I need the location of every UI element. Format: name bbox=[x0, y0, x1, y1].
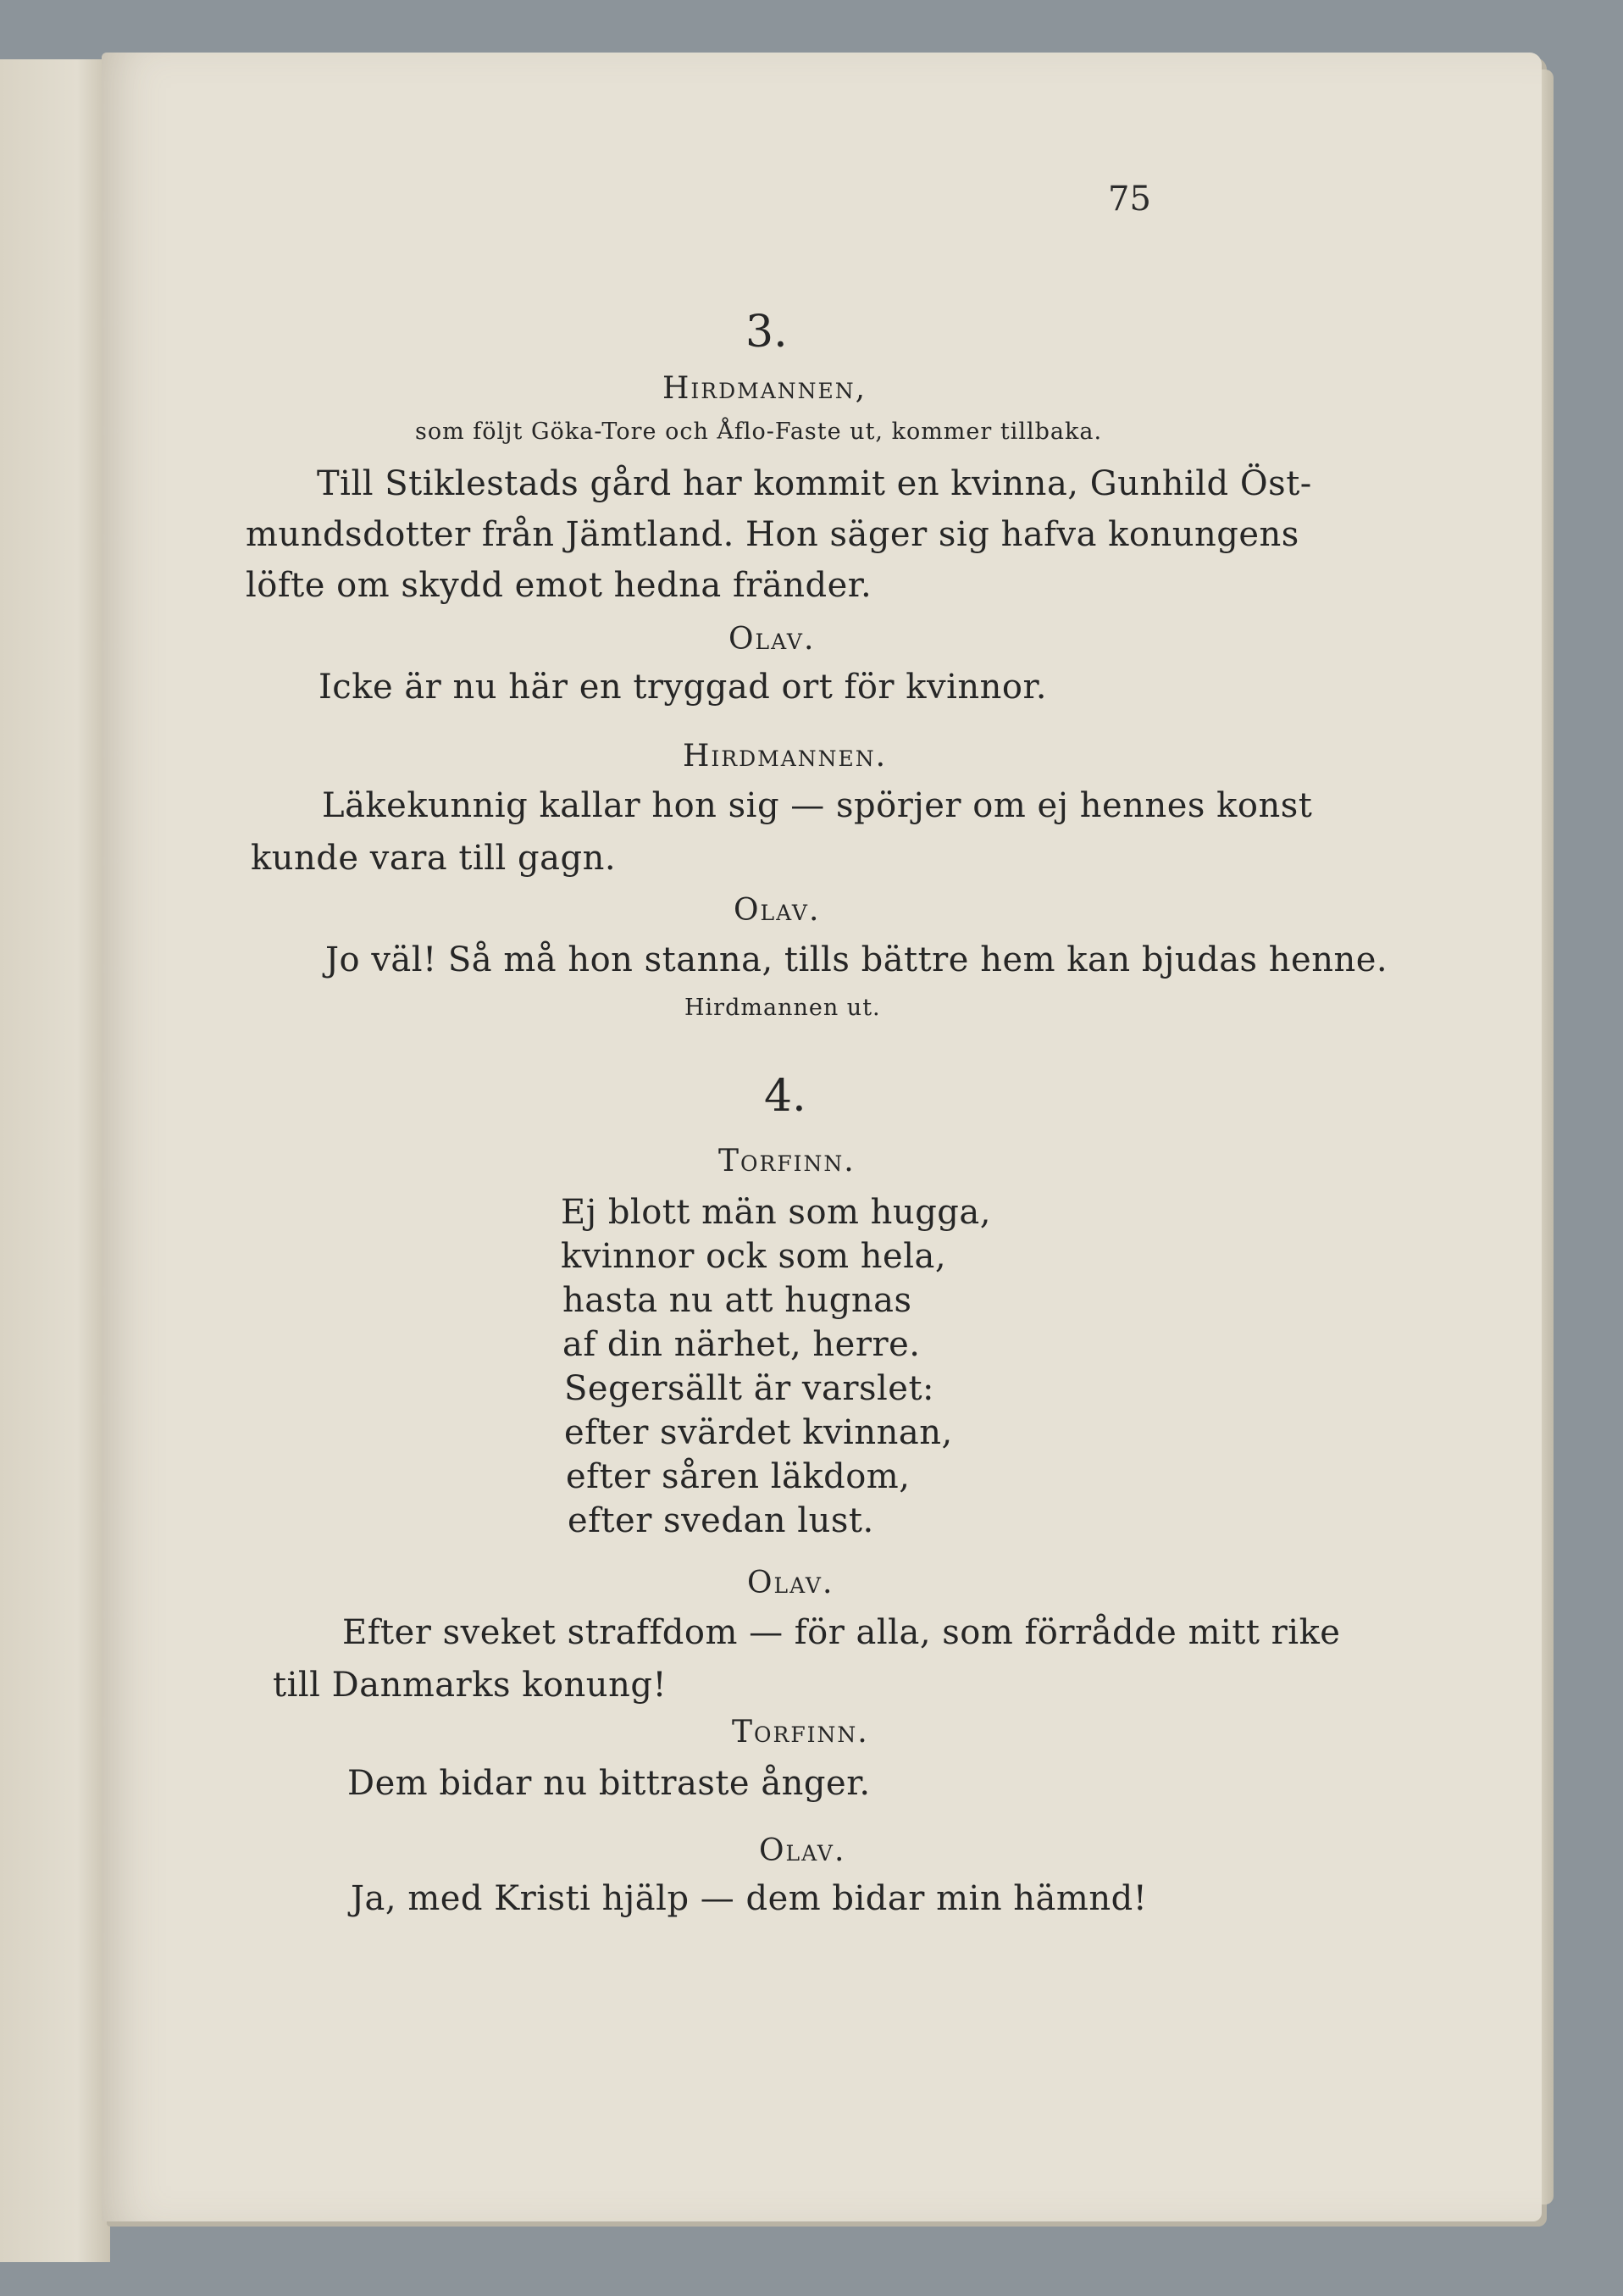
verse-line: efter svärdet kvinnan, bbox=[564, 1413, 953, 1452]
dialogue-line: Efter sveket straffdom — för alla, som förrådde mitt rike bbox=[342, 1613, 1341, 1652]
dialogue-line: Jo väl! Så må hon stanna, tills bättre hem kan bjudas henne. bbox=[325, 940, 1388, 979]
scene-number: 3. bbox=[745, 307, 788, 358]
speaker-label: Hirdmannen. bbox=[683, 739, 888, 774]
dialogue-line: kunde vara till gagn. bbox=[251, 839, 617, 878]
dialogue-line: Till Stiklestads gård har kommit en kvinna, Gunhild Öst- bbox=[317, 464, 1312, 503]
dialogue-line: Dem bidar nu bittraste ånger. bbox=[347, 1764, 871, 1803]
verse-line: kvinnor ock som hela, bbox=[561, 1237, 947, 1276]
verse-line: hasta nu att hugnas bbox=[562, 1281, 912, 1320]
scene-number: 4. bbox=[764, 1071, 806, 1122]
verse-line: Segersällt är varslet: bbox=[564, 1369, 935, 1408]
dialogue-line: Icke är nu här en tryggad ort för kvinnor. bbox=[319, 668, 1047, 707]
speaker-label: Olav. bbox=[734, 893, 821, 928]
stage-direction: som följt Göka-Tore och Åflo-Faste ut, kommer tillbaka. bbox=[415, 419, 1103, 445]
speaker-label: Olav. bbox=[728, 622, 816, 657]
speaker-label: Olav. bbox=[759, 1833, 846, 1868]
stage-direction: Hirdmannen ut. bbox=[684, 995, 881, 1021]
page-edge bbox=[1542, 69, 1554, 2204]
dialogue-line: Ja, med Kristi hjälp — dem bidar min hämnd! bbox=[351, 1879, 1148, 1918]
verse-line: efter svedan lust. bbox=[568, 1501, 874, 1540]
speaker-label: Hirdmannen, bbox=[662, 371, 867, 406]
dialogue-line: till Danmarks konung! bbox=[273, 1666, 667, 1705]
speaker-label: Olav. bbox=[747, 1566, 834, 1600]
verse-line: Ej blott män som hugga, bbox=[561, 1193, 991, 1232]
speaker-label: Torfinn. bbox=[718, 1144, 856, 1179]
dialogue-line: Läkekunnig kallar hon sig — spörjer om ej hennes konst bbox=[322, 786, 1313, 825]
speaker-label: Torfinn. bbox=[732, 1715, 869, 1750]
verse-line: af din närhet, herre. bbox=[562, 1325, 921, 1364]
dialogue-line: mundsdotter från Jämtland. Hon säger sig hafva konungens bbox=[246, 515, 1299, 554]
dialogue-line: löfte om skydd emot hedna fränder. bbox=[246, 566, 872, 605]
left-page-edge bbox=[0, 59, 110, 2262]
verse-line: efter såren läkdom, bbox=[566, 1457, 911, 1496]
page-number: 75 bbox=[1108, 180, 1151, 219]
